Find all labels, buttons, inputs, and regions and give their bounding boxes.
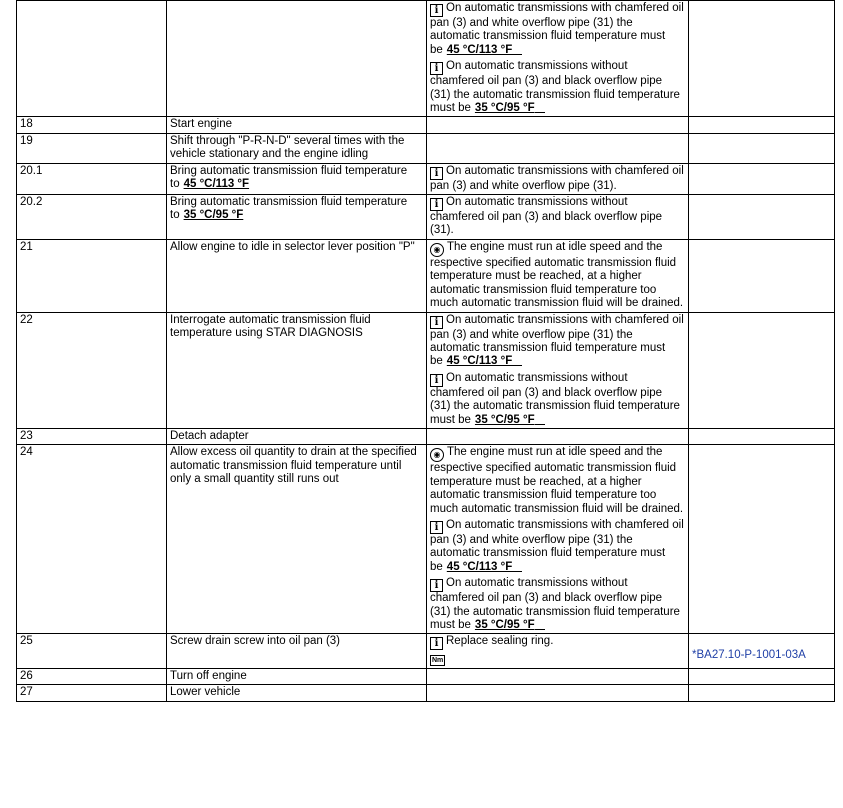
table-row [17,1,835,117]
action-text: Screw drain screw into oil pan (3) [170,635,341,648]
info-icon: i [430,637,443,650]
info-icon: i [430,579,443,592]
step-action [167,117,427,133]
info-icon: i [430,62,443,75]
step-reference [689,1,835,117]
info-icon: i [430,167,443,180]
note-text: On automatic transmissions without chamfered oil pan (3) and black overflow pipe (31). [430,196,663,237]
action-text: Lower vehicle [170,686,241,699]
note-text: On automatic transmissions without chamfered oil pan (3) and black overflow pipe (31) the automatic transmission fluid temperature must be [430,60,680,115]
step-action [167,312,427,428]
note [430,577,685,632]
step-notes [427,428,689,444]
note [430,653,685,666]
info-icon: i [430,316,443,329]
step-notes [427,685,689,701]
step-action [167,428,427,444]
action-text: Allow excess oil quantity to drain at the specified automatic transmission fluid temperature until only a small quantity still runs out [170,446,417,486]
note-text: On automatic transmissions with chamfered oil pan (3) and white overflow pipe (31) the automatic transmission fluid temperature must be [430,2,684,56]
value-underline [535,619,545,630]
value-underline [535,102,545,113]
action-text: Interrogate automatic transmission fluid temperature using STAR DIAGNOSIS [170,313,371,339]
step-notes [427,163,689,194]
note-text: On automatic transmissions without chamfered oil pan (3) and black overflow pipe (31) the automatic transmission fluid temperature must be [430,577,680,631]
table-row [17,195,835,240]
note-text: The engine must run at idle speed and the respective specified automatic transmission fluid temperature must be reached, at a higher automatic transmission fluid temperature too much automatic transmission fluid will be drained. [430,446,684,515]
step-number: 18 [17,117,167,133]
temperature-value: 45 °C/113 °F [446,355,513,368]
note [430,196,685,238]
step-reference [689,133,835,163]
table-row [17,117,835,133]
step-number: 20.1 [17,163,167,194]
temperature-value: 35 °C/95 °F [474,619,535,631]
step-reference [689,428,835,444]
step-reference [689,445,835,634]
info-icon: i [430,198,443,211]
table-row [17,634,835,668]
step-action [167,239,427,312]
info-icon: i [430,374,443,387]
step-reference [689,239,835,312]
step-reference [689,634,835,668]
note-text: On automatic transmissions with chamfered oil pan (3) and white overflow pipe (31) the automatic transmission fluid temperature must be [430,313,684,368]
info-icon: i [430,521,443,534]
value-underline [535,414,545,425]
step-notes [427,1,689,117]
value-underline [512,561,522,572]
step-number: 24 [17,445,167,634]
note [430,241,685,311]
step-action [167,668,427,684]
step-reference [689,195,835,240]
step-action [167,445,427,634]
value-underline [512,355,522,366]
reference-link[interactable]: *BA27.10-P-1001-03A [692,649,806,662]
note-text: On automatic transmissions with chamfered oil pan (3) and white overflow pipe (31) the automatic transmission fluid temperature must be [430,518,684,573]
table-row [17,312,835,428]
action-text: Shift through "P-R-N-D" several times with the vehicle stationary and the engine idling [170,134,405,161]
warning-icon: ◉ [430,243,444,257]
step-action [167,133,427,163]
step-number: 20.2 [17,195,167,240]
torque-icon: Nm [432,657,444,665]
note [430,60,685,115]
warning-icon: ◉ [430,448,444,462]
step-action [167,634,427,668]
table-row [17,133,835,163]
step-action [167,685,427,701]
info-icon: i [430,4,443,17]
temperature-value: 35 °C/95 °F [474,413,535,426]
action-text: Bring automatic transmission fluid temperature to [170,164,408,191]
note [430,2,685,57]
temperature-value: 45 °C/113 °F [446,43,513,56]
procedure-table [16,0,835,702]
step-number: 23 [17,428,167,444]
step-reference [689,685,835,701]
action-text: Detach adapter [170,429,249,442]
step-action [167,1,427,117]
note [430,635,685,650]
table-row [17,428,835,444]
table-row [17,445,835,634]
step-number: 22 [17,312,167,428]
note-text: On automatic transmissions with chamfered oil pan (3) and white overflow pipe (31). [430,164,684,192]
step-number: 26 [17,668,167,684]
step-action [167,195,427,240]
action-text: Turn off engine [170,669,247,682]
action-text: Bring automatic transmission fluid temperature to [170,196,408,222]
step-notes [427,634,689,668]
step-number: 27 [17,685,167,701]
step-number: 21 [17,239,167,312]
step-number: 25 [17,634,167,668]
action-text: Start engine [170,118,233,131]
temperature-value: 45 °C/113 °F [183,178,250,191]
step-notes [427,239,689,312]
step-notes [427,195,689,240]
step-reference [689,668,835,684]
action-text: Allow engine to idle in selector lever position "P" [170,240,415,253]
step-reference [689,163,835,194]
step-reference [689,312,835,428]
note [430,519,685,574]
temperature-value: 35 °C/95 °F [474,102,535,115]
value-underline [512,44,522,55]
note-text: The engine must run at idle speed and the respective specified automatic transmission fluid temperature must be reached, at a higher automatic transmission fluid temperature too much automatic transmission fluid will be drained. [430,240,684,310]
note [430,165,685,193]
step-reference [689,117,835,133]
step-notes [427,445,689,634]
note [430,314,685,369]
table-row [17,239,835,312]
step-notes [427,312,689,428]
temperature-value: 35 °C/95 °F [183,209,244,222]
step-number [17,1,167,117]
step-notes [427,668,689,684]
table-row [17,668,835,684]
step-action [167,163,427,194]
note [430,446,685,516]
table-row [17,685,835,701]
note-text: On automatic transmissions without chamfered oil pan (3) and black overflow pipe (31) the automatic transmission fluid temperature must be [430,371,680,426]
step-notes [427,133,689,163]
note [430,372,685,427]
table-row [17,163,835,194]
note-text: Replace sealing ring. [446,635,554,648]
step-notes [427,117,689,133]
step-number: 19 [17,133,167,163]
temperature-value: 45 °C/113 °F [446,560,513,573]
